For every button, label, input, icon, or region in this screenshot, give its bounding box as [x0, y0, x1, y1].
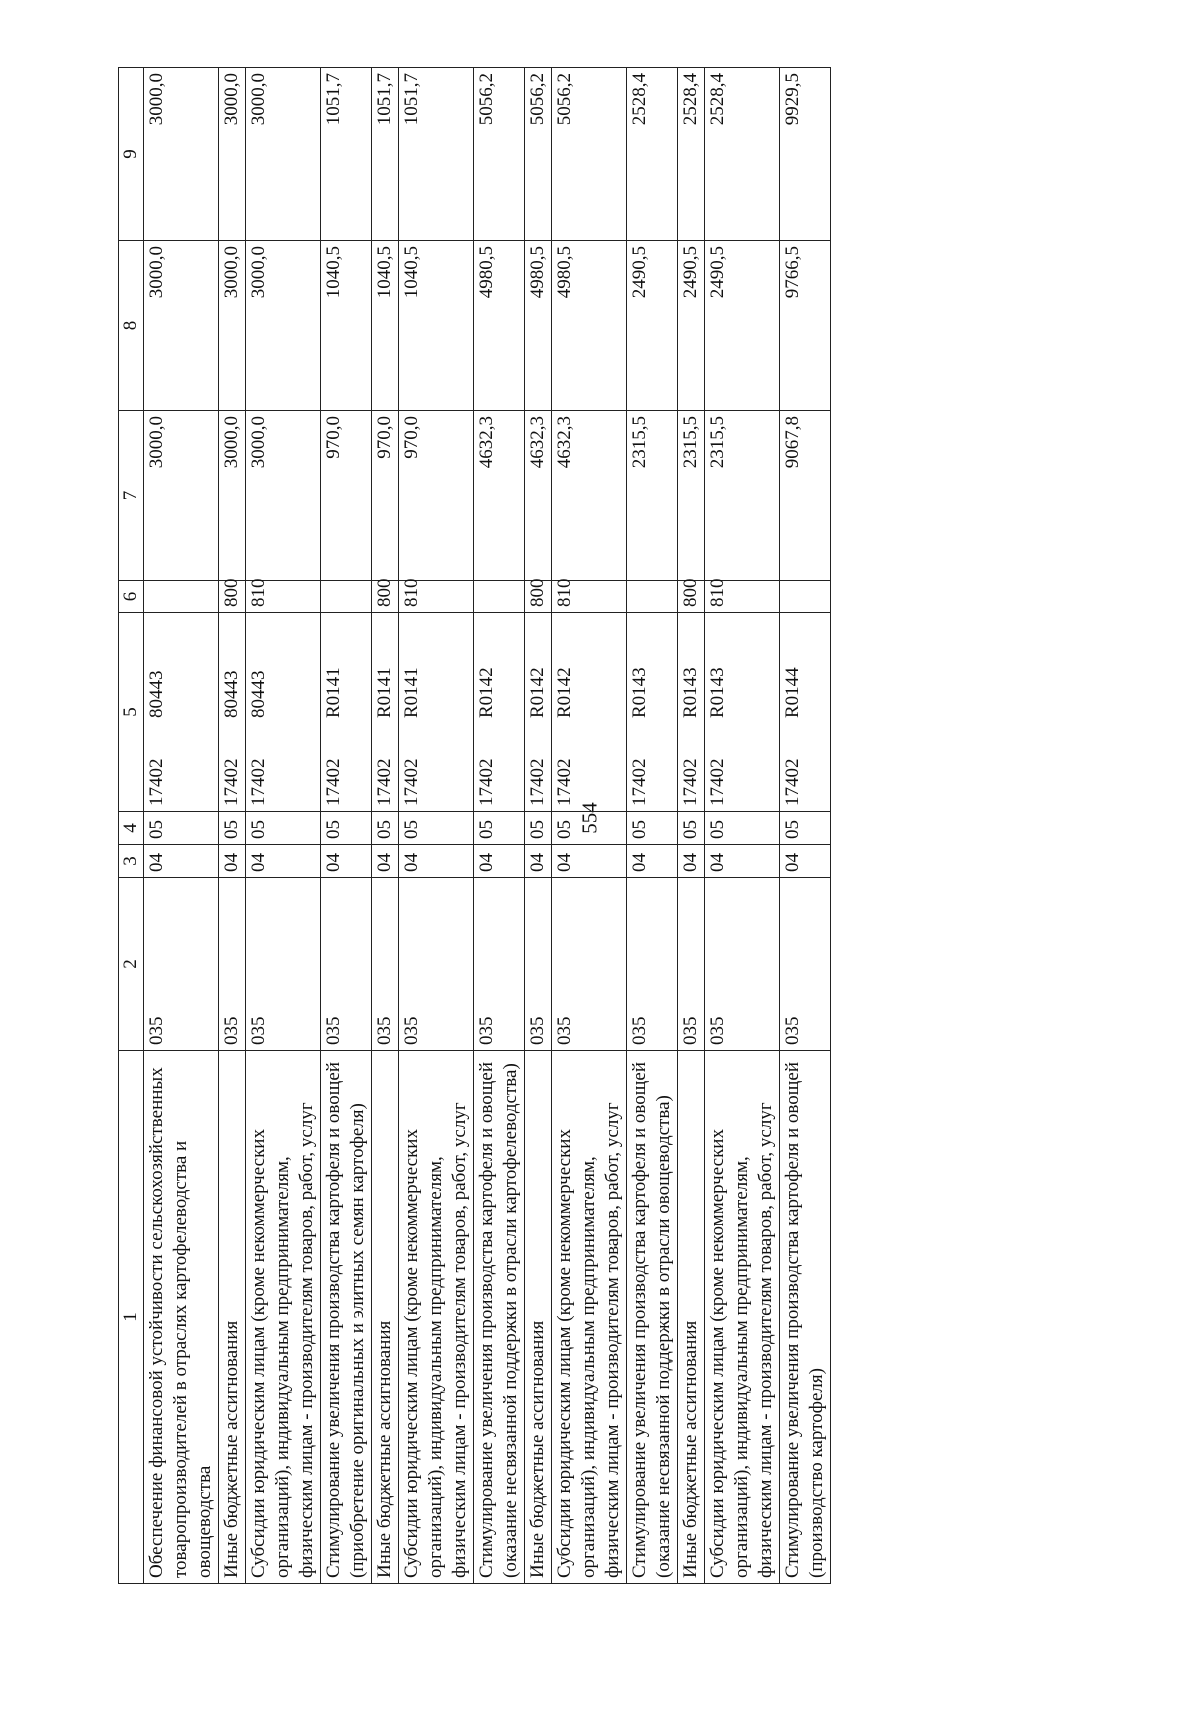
- col-header-4: 4: [119, 812, 144, 845]
- target-direction-part: 80443: [221, 670, 242, 718]
- ministry-code: 035: [474, 878, 525, 1051]
- subsection-code: 05: [246, 812, 321, 845]
- col-header-2: 2: [119, 878, 144, 1051]
- row-name: Обеспечение финансовой устойчивости сельскохозяйственных товаропроизводителей в отраслях картофелеводства и овощеводства: [144, 1051, 219, 1584]
- section-code: 04: [399, 845, 474, 878]
- row-name: Субсидии юридическим лицам (кроме некоммерческих организаций), индивидуальным предпринимателям, физическим лицам - производителям товаров, работ, услуг: [399, 1051, 474, 1584]
- amount-col-8: 4980,5: [474, 241, 525, 411]
- table-row: [780, 68, 831, 1584]
- amount-col-8: 1040,5: [399, 241, 474, 411]
- row-name: Стимулирование увеличения производства картофеля и овощей (производство картофеля): [780, 1051, 831, 1584]
- col-header-6: 6: [119, 581, 144, 613]
- table-row: [552, 68, 627, 1584]
- amount-col-9: 2528,4: [705, 68, 780, 241]
- target-direction-part: R0142: [527, 667, 548, 718]
- subsection-code: 05: [780, 812, 831, 845]
- amount-col-7: 4632,3: [525, 411, 552, 581]
- expense-type-code: 800: [525, 581, 552, 613]
- target-direction-part: R0141: [374, 667, 395, 718]
- subsection-code: 05: [627, 812, 678, 845]
- subsection-code: 05: [705, 812, 780, 845]
- subsection-code: 05: [321, 812, 372, 845]
- col-header-5: 5: [119, 613, 144, 812]
- target-direction-part: 80443: [248, 670, 269, 718]
- target-program-part: 17402: [401, 758, 422, 806]
- amount-col-8: 3000,0: [246, 241, 321, 411]
- amount-col-7: 3000,0: [246, 411, 321, 581]
- row-name: Субсидии юридическим лицам (кроме некоммерческих организаций), индивидуальным предпринимателям, физическим лицам - производителям товаров, работ, услуг: [705, 1051, 780, 1584]
- table-row: [705, 68, 780, 1584]
- target-article-code: [246, 613, 321, 812]
- section-code: 04: [321, 845, 372, 878]
- subsection-code: 05: [399, 812, 474, 845]
- target-program-part: 17402: [248, 758, 269, 806]
- section-code: 04: [780, 845, 831, 878]
- ministry-code: 035: [705, 878, 780, 1051]
- ministry-code: 035: [552, 878, 627, 1051]
- amount-col-9: 3000,0: [219, 68, 246, 241]
- target-article-code: [219, 613, 246, 812]
- amount-col-8: 9766,5: [780, 241, 831, 411]
- target-article-code: [474, 613, 525, 812]
- target-article-code: [552, 613, 627, 812]
- target-direction-part: R0142: [554, 667, 575, 718]
- target-article-code: [780, 613, 831, 812]
- table-row: [627, 68, 678, 1584]
- target-program-part: 17402: [707, 758, 728, 806]
- table-row: [399, 68, 474, 1584]
- ministry-code: 035: [780, 878, 831, 1051]
- amount-col-9: 5056,2: [552, 68, 627, 241]
- amount-col-7: 970,0: [321, 411, 372, 581]
- target-direction-part: R0144: [782, 667, 803, 718]
- row-name: Субсидии юридическим лицам (кроме некоммерческих организаций), индивидуальным предпринимателям, физическим лицам - производителям товаров, работ, услуг: [246, 1051, 321, 1584]
- ministry-code: 035: [678, 878, 705, 1051]
- target-direction-part: R0143: [680, 667, 701, 718]
- target-direction-part: R0141: [323, 667, 344, 718]
- amount-col-7: 4632,3: [474, 411, 525, 581]
- row-name: Иные бюджетные ассигнования: [219, 1051, 246, 1584]
- budget-table: [118, 67, 831, 1584]
- amount-col-7: 970,0: [372, 411, 399, 581]
- target-direction-part: 80443: [146, 670, 167, 718]
- target-article-code: [399, 613, 474, 812]
- target-program-part: 17402: [554, 758, 575, 806]
- col-header-1: 1: [119, 1051, 144, 1584]
- subsection-code: 05: [474, 812, 525, 845]
- expense-type-code: [474, 581, 525, 613]
- section-code: 04: [246, 845, 321, 878]
- expense-type-code: 810: [705, 581, 780, 613]
- target-article-code: [678, 613, 705, 812]
- expense-type-code: 810: [246, 581, 321, 613]
- ministry-code: 035: [372, 878, 399, 1051]
- amount-col-9: 2528,4: [678, 68, 705, 241]
- section-code: 04: [474, 845, 525, 878]
- ministry-code: 035: [144, 878, 219, 1051]
- target-program-part: 17402: [527, 758, 548, 806]
- expense-type-code: 800: [678, 581, 705, 613]
- row-name: Субсидии юридическим лицам (кроме некоммерческих организаций), индивидуальным предпринимателям, физическим лицам - производителям товаров, работ, услуг: [552, 1051, 627, 1584]
- subsection-code: 05: [372, 812, 399, 845]
- amount-col-9: 9929,5: [780, 68, 831, 241]
- amount-col-8: 2490,5: [678, 241, 705, 411]
- row-name: Иные бюджетные ассигнования: [525, 1051, 552, 1584]
- target-direction-part: R0142: [476, 667, 497, 718]
- amount-col-8: 1040,5: [372, 241, 399, 411]
- amount-col-9: 1051,7: [321, 68, 372, 241]
- target-program-part: 17402: [221, 758, 242, 806]
- amount-col-9: 3000,0: [144, 68, 219, 241]
- table-row: [321, 68, 372, 1584]
- subsection-code: 05: [144, 812, 219, 845]
- expense-type-code: 810: [552, 581, 627, 613]
- table-row: [144, 68, 219, 1584]
- amount-col-7: 970,0: [399, 411, 474, 581]
- target-direction-part: R0143: [707, 667, 728, 718]
- target-program-part: 17402: [146, 758, 167, 806]
- expense-type-code: 800: [219, 581, 246, 613]
- target-article-code: [144, 613, 219, 812]
- section-code: 04: [705, 845, 780, 878]
- amount-col-8: 3000,0: [144, 241, 219, 411]
- ministry-code: 035: [399, 878, 474, 1051]
- amount-col-7: 2315,5: [627, 411, 678, 581]
- expense-type-code: [144, 581, 219, 613]
- amount-col-9: 5056,2: [525, 68, 552, 241]
- target-article-code: [627, 613, 678, 812]
- expense-type-code: 800: [372, 581, 399, 613]
- rotated-page: [118, 68, 1021, 1584]
- amount-col-8: 1040,5: [321, 241, 372, 411]
- table-row: [246, 68, 321, 1584]
- amount-col-9: 1051,7: [372, 68, 399, 241]
- table-row: [219, 68, 246, 1584]
- amount-col-7: 3000,0: [144, 411, 219, 581]
- expense-type-code: 810: [399, 581, 474, 613]
- target-article-code: [525, 613, 552, 812]
- amount-col-8: 2490,5: [705, 241, 780, 411]
- expense-type-code: [780, 581, 831, 613]
- section-code: 04: [219, 845, 246, 878]
- section-code: 04: [372, 845, 399, 878]
- amount-col-8: 4980,5: [552, 241, 627, 411]
- amount-col-7: 2315,5: [678, 411, 705, 581]
- col-header-3: 3: [119, 845, 144, 878]
- section-code: 04: [552, 845, 627, 878]
- target-article-code: [705, 613, 780, 812]
- subsection-code: 05: [552, 812, 627, 845]
- expense-type-code: [627, 581, 678, 613]
- ministry-code: 035: [246, 878, 321, 1051]
- row-name: Иные бюджетные ассигнования: [372, 1051, 399, 1584]
- target-article-code: [372, 613, 399, 812]
- amount-col-8: 2490,5: [627, 241, 678, 411]
- subsection-code: 05: [219, 812, 246, 845]
- row-name: Иные бюджетные ассигнования: [678, 1051, 705, 1584]
- row-name: Стимулирование увеличения производства картофеля и овощей (оказание несвязанной поддержки в отрасли картофелеводства): [474, 1051, 525, 1584]
- ministry-code: 035: [219, 878, 246, 1051]
- col-header-7: 7: [119, 411, 144, 581]
- target-program-part: 17402: [476, 758, 497, 806]
- amount-col-7: 3000,0: [219, 411, 246, 581]
- header-row: [119, 68, 144, 1584]
- expense-type-code: [321, 581, 372, 613]
- target-direction-part: R0143: [629, 667, 650, 718]
- section-code: 04: [525, 845, 552, 878]
- amount-col-7: 9067,8: [780, 411, 831, 581]
- amount-col-7: 2315,5: [705, 411, 780, 581]
- row-name: Стимулирование увеличения производства картофеля и овощей (приобретение оригинальных и элитных семян картофеля): [321, 1051, 372, 1584]
- section-code: 04: [144, 845, 219, 878]
- amount-col-7: 4632,3: [552, 411, 627, 581]
- target-article-code: [321, 613, 372, 812]
- amount-col-8: 4980,5: [525, 241, 552, 411]
- page-number: 554: [577, 802, 602, 834]
- table-row: [525, 68, 552, 1584]
- amount-col-9: 1051,7: [399, 68, 474, 241]
- row-name: Стимулирование увеличения производства картофеля и овощей (оказание несвязанной поддержки в отрасли овощеводства): [627, 1051, 678, 1584]
- amount-col-9: 2528,4: [627, 68, 678, 241]
- section-code: 04: [678, 845, 705, 878]
- target-program-part: 17402: [323, 758, 344, 806]
- subsection-code: 05: [678, 812, 705, 845]
- table-row: [678, 68, 705, 1584]
- target-program-part: 17402: [374, 758, 395, 806]
- ministry-code: 035: [321, 878, 372, 1051]
- ministry-code: 035: [525, 878, 552, 1051]
- col-header-8: 8: [119, 241, 144, 411]
- amount-col-9: 5056,2: [474, 68, 525, 241]
- table-row: [372, 68, 399, 1584]
- target-direction-part: R0141: [401, 667, 422, 718]
- target-program-part: 17402: [680, 758, 701, 806]
- col-header-9: 9: [119, 68, 144, 241]
- table-row: [474, 68, 525, 1584]
- target-program-part: 17402: [782, 758, 803, 806]
- amount-col-8: 3000,0: [219, 241, 246, 411]
- amount-col-9: 3000,0: [246, 68, 321, 241]
- ministry-code: 035: [627, 878, 678, 1051]
- subsection-code: 05: [525, 812, 552, 845]
- section-code: 04: [627, 845, 678, 878]
- target-program-part: 17402: [629, 758, 650, 806]
